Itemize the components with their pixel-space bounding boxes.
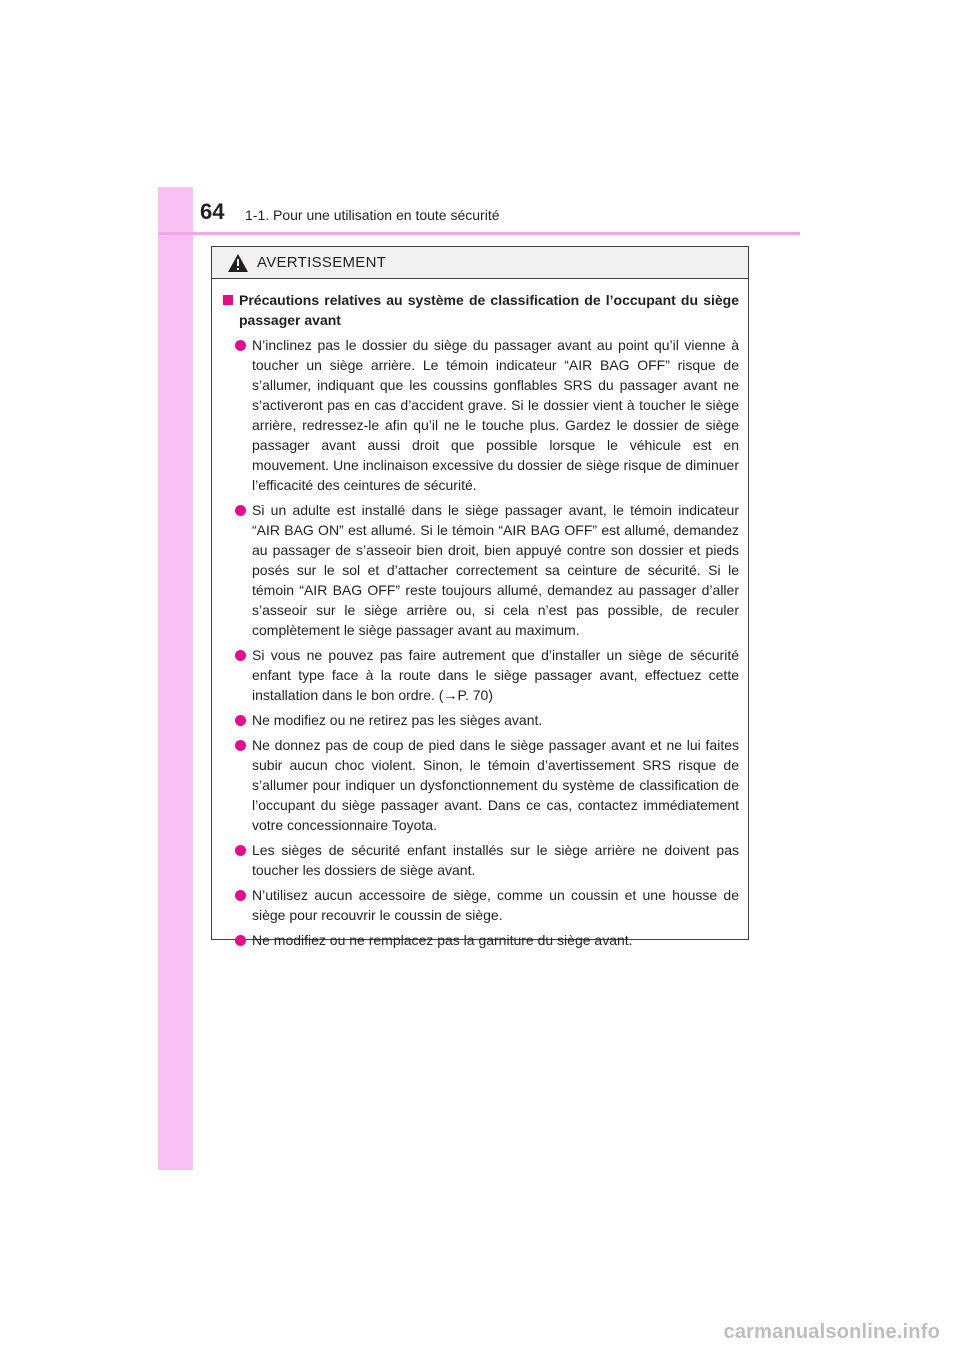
list-item-text: Ne modifiez ou ne remplacez pas la garniture du siège avant. <box>252 932 633 948</box>
list-item <box>235 500 739 640</box>
list-item <box>235 885 739 925</box>
watermark-text: carmanualsonline.info <box>723 1321 940 1343</box>
round-bullet-icon <box>235 505 246 516</box>
round-bullet-icon <box>235 935 246 946</box>
round-bullet-icon <box>235 715 246 726</box>
list-item-text: N’utilisez aucun accessoire de siège, comme un coussin et une housse de siège pour recouvrir le coussin de siège. <box>252 887 739 923</box>
side-tab-band <box>158 187 193 1170</box>
warning-box <box>211 246 749 948</box>
round-bullet-icon <box>235 340 246 351</box>
list-item-text: Ne modifiez ou ne retirez pas les sièges avant. <box>252 712 543 728</box>
section-title: 1-1. Pour une utilisation en toute sécurité <box>245 207 500 223</box>
list-item-text: N’inclinez pas le dossier du siège du passager avant au point qu’il vienne à toucher un siège arrière. Le témoin indicateur “AIR BAG OFF” risque de s’allumer, indiquant que les coussins gonflables SRS du passager avant ne s’activeront pas en cas d’accident grave. Si le dossier vient à toucher le siège arrière, redressez-le afin qu’il ne le touche plus. Gardez le dossier de siège passager avant aussi droit que possible lorsque le véhicule est en mouvement. Une inclinaison excessive du dossier de siège risque de diminuer l’efficacité des ceintures de sécurité. <box>252 337 739 493</box>
list-item <box>235 735 739 835</box>
round-bullet-icon <box>235 650 246 661</box>
header-rule <box>158 232 800 235</box>
warning-list <box>223 335 739 950</box>
warning-heading <box>223 290 739 330</box>
list-item-text: Si vous ne pouvez pas faire autrement que d’installer un siège de sécurité enfant type face à la route dans le siège passager avant, effectuez cette installation dans le bon ordre. (→P. 70) <box>252 647 739 703</box>
list-item <box>235 840 739 880</box>
round-bullet-icon <box>235 845 246 856</box>
list-item <box>235 930 739 950</box>
round-bullet-icon <box>235 890 246 901</box>
list-item <box>235 645 739 705</box>
list-item-text: Ne donnez pas de coup de pied dans le siège passager avant et ne lui faites subir aucun choc violent. Sinon, le témoin d’avertissement SRS risque de s’allumer pour indiquer un dysfonctionnement du système de classification de l’occupant du siège passager avant. Dans ce cas, contactez immédiatement votre concessionnaire Toyota. <box>252 737 739 833</box>
warning-title: AVERTISSEMENT <box>257 254 387 271</box>
list-item-text: Si un adulte est installé dans le siège passager avant, le témoin indicateur “AIR BAG ON” est allumé. Si le témoin “AIR BAG OFF” est allumé, demandez au passager de s’asseoir bien droit, bien appuyé contre son dossier et pieds posés sur le sol et d’attacher correctement sa ceinture de sécurité. Si le témoin “AIR BAG OFF” reste toujours allumé, demandez au passager d’aller s’asseoir sur le siège arrière ou, si cela n’est pas possible, de reculer complètement le siège passager avant au maximum. <box>252 502 739 638</box>
warning-heading-text: Précautions relatives au système de classification de l’occupant du siège passager avant <box>239 292 739 328</box>
list-item <box>235 335 739 495</box>
warning-header <box>212 247 748 279</box>
list-item <box>235 710 739 730</box>
warning-triangle-icon <box>227 253 249 273</box>
list-item-text: Les sièges de sécurité enfant installés sur le siège arrière ne doivent pas toucher les dossiers de siège avant. <box>252 842 739 878</box>
warning-body <box>212 279 748 950</box>
page-number: 64 <box>200 199 225 224</box>
round-bullet-icon <box>235 740 246 751</box>
square-bullet-icon <box>223 295 233 305</box>
